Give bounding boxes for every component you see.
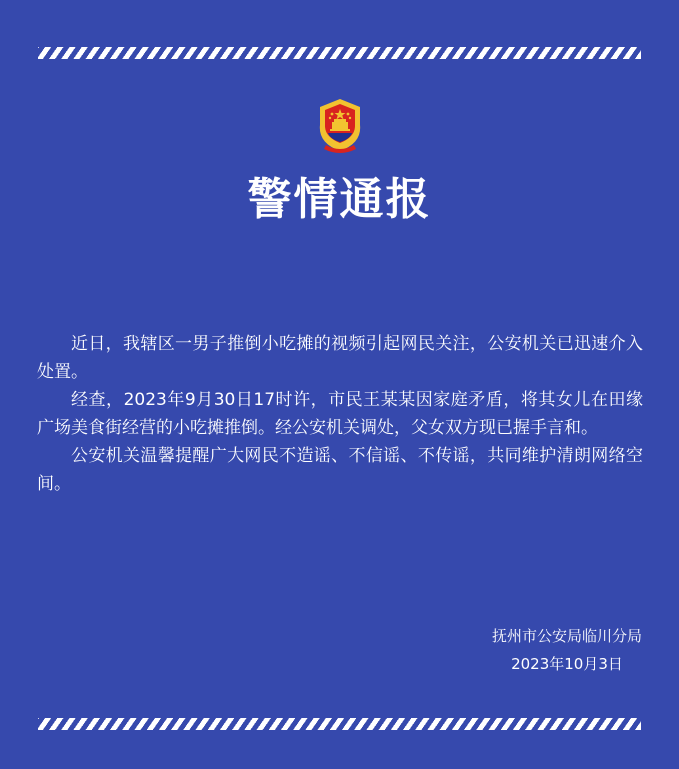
police-emblem-icon — [310, 95, 370, 155]
paragraph-1: 近日，我辖区一男子推倒小吃摊的视频引起网民关注，公安机关已迅速介入处置。 — [37, 334, 643, 382]
signature-block — [492, 622, 642, 678]
page-title: 警情通报 — [247, 174, 432, 225]
paragraph-2: 经查，2023年9月30日17时许，市民王某某因家庭矛盾，将其女儿在田缘广场美食街经营的小吃摊推倒。经公安机关调处，父女双方现已握手言和。 — [37, 390, 643, 438]
paragraph-3: 公安机关温馨提醒广大网民不造谣、不信谣、不传谣，共同维护清朗网络空间。 — [37, 446, 643, 494]
bulletin-body — [37, 330, 643, 498]
top-decorative-stripe — [38, 47, 641, 59]
issue-date: 2023年10月3日 — [511, 655, 623, 673]
bottom-decorative-stripe — [38, 718, 641, 730]
issuer-name: 抚州市公安局临川分局 — [491, 627, 642, 645]
